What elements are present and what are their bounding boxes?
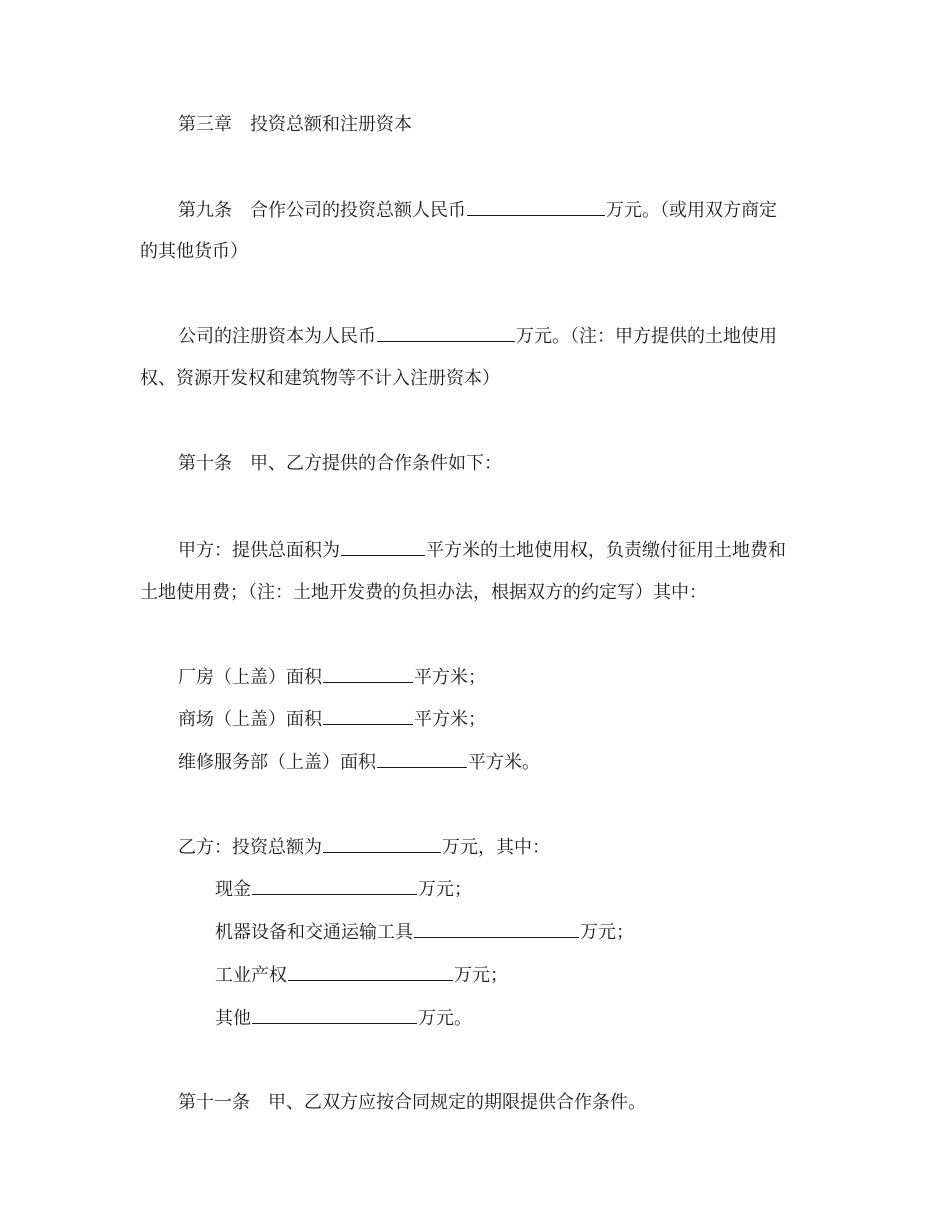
party-b-total-blank[interactable]	[323, 836, 441, 853]
investment-amount-blank[interactable]	[467, 199, 605, 216]
factory-area-blank[interactable]	[323, 666, 413, 683]
equipment-blank[interactable]	[414, 921, 579, 938]
other-blank[interactable]	[252, 1007, 417, 1024]
industrial-property-blank[interactable]	[288, 964, 453, 981]
article9-line1: 第九条 合作公司的投资总额人民币 万元。（或用双方商定	[178, 200, 777, 221]
party-b-item-equipment: 机器设备和交通运输工具 万元；	[215, 922, 634, 943]
party-a-item-mall: 商场（上盖）面积 平方米；	[178, 709, 486, 730]
party-b-line1: 乙方：投资总额为 万元，其中：	[178, 837, 550, 858]
article10-heading: 第十条 甲、乙方提供的合作条件如下：	[178, 453, 502, 474]
party-b-item-cash: 现金 万元；	[215, 879, 472, 900]
chapter-title: 第三章 投资总额和注册资本	[178, 114, 412, 135]
party-b-item-ip: 工业产权 万元；	[215, 965, 508, 986]
cash-blank[interactable]	[252, 878, 417, 895]
registered-capital-line2: 权、资源开发权和建筑物等不计入注册资本）	[140, 368, 500, 389]
registered-capital-line1: 公司的注册资本为人民币 万元。（注：甲方提供的土地使用	[178, 326, 777, 347]
party-a-item-factory: 厂房（上盖）面积 平方米；	[178, 667, 486, 688]
party-a-line2: 土地使用费；（注：土地开发费的负担办法，根据双方的约定写）其中：	[140, 582, 707, 603]
mall-area-blank[interactable]	[323, 708, 413, 725]
service-area-blank[interactable]	[377, 751, 467, 768]
land-area-blank[interactable]	[341, 539, 425, 556]
party-a-item-service: 维修服务部（上盖）面积 平方米。	[178, 752, 540, 773]
party-a-line1: 甲方：提供总面积为 平方米的土地使用权，负责缴付征用土地费和	[178, 540, 786, 561]
party-b-item-other: 其他 万元。	[215, 1008, 472, 1029]
registered-capital-blank[interactable]	[377, 325, 515, 342]
article11-text: 第十一条 甲、乙双方应按合同规定的期限提供合作条件。	[178, 1092, 646, 1113]
article9-line2: 的其他货币）	[140, 241, 248, 262]
